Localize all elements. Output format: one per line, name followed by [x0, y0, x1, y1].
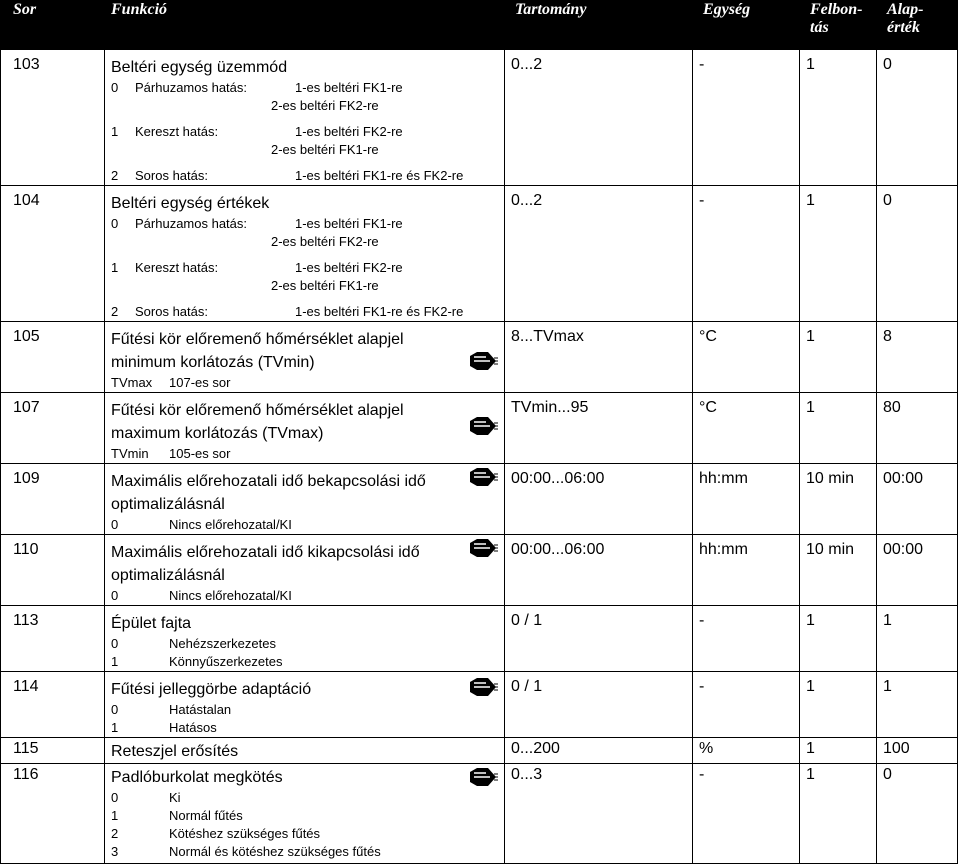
default-value: 0 [877, 186, 958, 322]
function-title: Padlóburkolat megkötés [111, 769, 283, 786]
function-title: Épület fajta [111, 615, 192, 632]
header-felbontas: Felbon- tás [800, 1, 877, 50]
unit-value: % [693, 738, 800, 764]
row-number: 107 [1, 393, 105, 464]
function-title: Fűtési kör előremenő hőmérséklet alapjel [111, 331, 404, 348]
unit-value: hh:mm [693, 464, 800, 535]
range-value: 0...2 [505, 186, 693, 322]
option-line: 1 Könnyűszerkezetes [111, 654, 283, 669]
default-value: 80 [877, 393, 958, 464]
header-egyseg: Egység [693, 1, 800, 50]
unit-value: - [693, 606, 800, 672]
option-line: 0 Párhuzamos hatás: 1-es beltéri FK1-re [111, 216, 403, 231]
row-number: 110 [1, 535, 105, 606]
default-value: 8 [877, 322, 958, 393]
unit-value: hh:mm [693, 535, 800, 606]
resolution-value: 10 min [800, 535, 877, 606]
header-tartomany: Tartomány [505, 1, 693, 50]
hand-pointer-icon [468, 676, 498, 698]
range-value: 0...2 [505, 50, 693, 186]
function-title: Reteszjel erősítés [111, 743, 239, 760]
option-line: 1 Hatásos [111, 720, 217, 735]
option-line: 0 Ki [111, 790, 181, 805]
resolution-value: 1 [800, 738, 877, 764]
option-line: 2-es beltéri FK1-re [271, 278, 379, 293]
table-row [1, 535, 958, 606]
default-value: 00:00 [877, 535, 958, 606]
row-number: 115 [1, 738, 105, 764]
default-value: 1 [877, 606, 958, 672]
table-row [1, 464, 958, 535]
function-cell [105, 464, 505, 535]
default-value: 00:00 [877, 464, 958, 535]
function-cell [105, 186, 505, 322]
option-line: 0 Hatástalan [111, 702, 232, 717]
table-row [1, 606, 958, 672]
range-value: TVmin...95 [505, 393, 693, 464]
range-value: 0...3 [505, 764, 693, 864]
option-line: 0 Nincs előrehozatal/KI [111, 517, 292, 532]
option-line: 0 Nehézszerkezetes [111, 636, 276, 651]
table-row [1, 186, 958, 322]
table-row [1, 764, 958, 864]
resolution-value: 10 min [800, 464, 877, 535]
table-row [1, 672, 958, 738]
header-alapertek: Alap- érték [877, 1, 958, 50]
resolution-value: 1 [800, 764, 877, 864]
option-line: 2-es beltéri FK2-re [271, 98, 379, 113]
hand-pointer-icon [468, 537, 498, 559]
range-value: 00:00...06:00 [505, 464, 693, 535]
option-line: 0 Nincs előrehozatal/KI [111, 588, 292, 603]
resolution-value: 1 [800, 322, 877, 393]
hand-pointer-icon [468, 350, 498, 372]
option-line: 3 Normál és kötéshez szükséges fűtés [111, 844, 381, 859]
header-sor: Sor [1, 1, 105, 50]
table-row [1, 738, 958, 764]
row-number: 113 [1, 606, 105, 672]
resolution-value: 1 [800, 606, 877, 672]
resolution-value: 1 [800, 672, 877, 738]
option-line: TVmax 107-es sor [111, 375, 231, 390]
unit-value: - [693, 50, 800, 186]
function-title: Maximális előrehozatali idő bekapcsolási idő [111, 473, 426, 490]
function-cell [105, 606, 505, 672]
range-value: 0...200 [505, 738, 693, 764]
function-title: Beltéri egység értékek [111, 195, 270, 212]
function-title-line2: optimalizálásnál [111, 567, 225, 584]
option-line: TVmin 105-es sor [111, 446, 231, 461]
row-number: 116 [1, 764, 105, 864]
option-line: 2 Soros hatás: 1-es beltéri FK1-re és FK2-re [111, 304, 464, 319]
default-value: 0 [877, 50, 958, 186]
range-value: 0 / 1 [505, 672, 693, 738]
function-title: Beltéri egység üzemmód [111, 59, 288, 76]
option-line: 2-es beltéri FK1-re [271, 142, 379, 157]
function-title: Fűtési jelleggörbe adaptáció [111, 681, 312, 698]
option-line: 0 Párhuzamos hatás: 1-es beltéri FK1-re [111, 80, 403, 95]
row-number: 114 [1, 672, 105, 738]
hand-pointer-icon [468, 415, 498, 437]
function-cell [105, 535, 505, 606]
option-line: 1 Kereszt hatás: 1-es beltéri FK2-re [111, 260, 403, 275]
unit-value: °C [693, 322, 800, 393]
resolution-value: 1 [800, 393, 877, 464]
table-row [1, 50, 958, 186]
header-funkcio: Funkció [105, 1, 505, 50]
function-title: Fűtési kör előremenő hőmérséklet alapjel [111, 402, 404, 419]
table-header-row [1, 1, 958, 50]
range-value: 8...TVmax [505, 322, 693, 393]
function-cell [105, 764, 505, 864]
option-line: 2 Kötéshez szükséges fűtés [111, 826, 321, 841]
range-value: 00:00...06:00 [505, 535, 693, 606]
option-line: 2 Soros hatás: 1-es beltéri FK1-re és FK2-re [111, 168, 464, 183]
function-cell [105, 672, 505, 738]
unit-value: - [693, 186, 800, 322]
function-cell [105, 322, 505, 393]
table-row [1, 393, 958, 464]
hand-pointer-icon [468, 766, 498, 788]
unit-value: °C [693, 393, 800, 464]
function-title-line2: minimum korlátozás (TVmin) [111, 354, 315, 371]
option-line: 1 Normál fűtés [111, 808, 243, 823]
default-value: 100 [877, 738, 958, 764]
row-number: 105 [1, 322, 105, 393]
option-line: 1 Kereszt hatás: 1-es beltéri FK2-re [111, 124, 403, 139]
function-title: Maximális előrehozatali idő kikapcsolási idő [111, 544, 420, 561]
row-number: 104 [1, 186, 105, 322]
function-title-line2: maximum korlátozás (TVmax) [111, 425, 324, 442]
function-title-line2: optimalizálásnál [111, 496, 225, 513]
function-cell [105, 393, 505, 464]
hand-pointer-icon [468, 466, 498, 488]
row-number: 103 [1, 50, 105, 186]
unit-value: - [693, 764, 800, 864]
default-value: 0 [877, 764, 958, 864]
function-cell [105, 738, 505, 764]
range-value: 0 / 1 [505, 606, 693, 672]
unit-value: - [693, 672, 800, 738]
function-cell [105, 50, 505, 186]
resolution-value: 1 [800, 186, 877, 322]
row-number: 109 [1, 464, 105, 535]
default-value: 1 [877, 672, 958, 738]
table-row [1, 322, 958, 393]
resolution-value: 1 [800, 50, 877, 186]
option-line: 2-es beltéri FK2-re [271, 234, 379, 249]
